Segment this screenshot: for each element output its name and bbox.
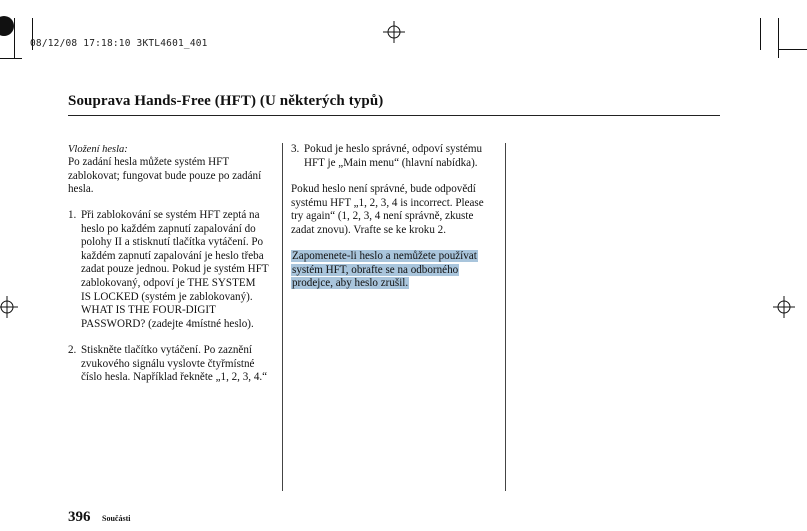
crop-mark-top-left-vertical: [14, 18, 15, 58]
list-item-line: Při zablokování se systém HFT zeptá na: [81, 209, 260, 221]
list-item-2: [68, 344, 278, 389]
paragraph-line: systému HFT „1, 2, 3, 4 is incorrect. Please: [291, 196, 484, 209]
list-item-line: IS LOCKED (systém je zablokovaný).: [81, 290, 253, 303]
crop-mark-top-right-horizontal: [778, 49, 807, 50]
list-item-line: číslo hesla. Například řekněte „1, 2, 3, 4.“: [81, 371, 268, 384]
page-number: 396: [68, 509, 91, 525]
column-divider-2: [505, 143, 506, 491]
highlighted-line: systém HFT, obrafte se na odborného: [292, 263, 459, 276]
list-item-line: HFT je „Main menu“ (hlavní nabídka).: [304, 156, 478, 169]
subheading-password: Vložení hesla:: [68, 144, 128, 155]
list-item-line: zablokovaný, odpoví je THE SYSTEM: [81, 276, 256, 289]
highlighted-line: Zapomenete-li heslo a nemůžete používat: [292, 250, 477, 262]
header-rule: [68, 115, 720, 116]
registration-crosshair-left-icon: [0, 296, 18, 318]
list-item-line: PASSWORD? (zadejte 4místné heslo).: [81, 317, 254, 330]
registration-crosshair-icon: [383, 21, 405, 43]
list-item-1: [68, 209, 278, 339]
list-item-line: WHAT IS THE FOUR-DIGIT: [81, 304, 216, 317]
paragraph-line: try again“ (1, 2, 3, 4 není správně, zkuste: [291, 210, 474, 223]
list-item-number: 1.: [68, 209, 77, 221]
paragraph-line: zadat znovu). Vrafte se ke kroku 2.: [291, 223, 446, 236]
list-item-line: každém zapnutí zapalování je heslo třeba: [81, 249, 264, 262]
list-item-line: Pokud je heslo správné, odpoví systému: [304, 143, 483, 155]
page-title: Souprava Hands-Free (HFT) (U některých typů): [68, 93, 384, 109]
list-item-line: polohy II a stisknutí tlačítka vytáčení. Po: [81, 236, 264, 249]
column-divider-1: [282, 143, 283, 491]
paragraph-forgot-password: [291, 250, 503, 291]
list-item-line: zadat pouze jednou. Pokud je systém HFT: [81, 263, 269, 276]
list-item-number: 3.: [291, 143, 300, 155]
print-slug: 08/12/08 17:18:10 3KTL4601_401: [30, 38, 208, 49]
list-item-number: 2.: [68, 344, 77, 356]
paragraph-incorrect-password: [291, 183, 503, 237]
registration-dot-icon: [0, 16, 14, 36]
intro-line-1: Po zadání hesla můžete systém HFT: [68, 156, 230, 168]
crop-mark-top-right-vertical-2: [778, 18, 779, 58]
list-item-3: [291, 143, 503, 173]
paragraph-line: Pokud heslo není správné, bude odpovědí: [291, 183, 476, 195]
section-label: Součásti: [102, 514, 131, 523]
list-item-line: Stiskněte tlačítko vytáčení. Po zaznění: [81, 344, 252, 356]
crop-mark-top-right-vertical: [760, 18, 761, 50]
registration-crosshair-right-icon: [773, 296, 795, 318]
highlighted-line: prodejce, aby heslo zrušil.: [292, 277, 409, 290]
list-item-line: zvukového signálu vyslovte čtyřmístné: [81, 357, 255, 370]
crop-mark-top-left-horizontal: [0, 58, 22, 59]
intro-line-3: hesla.: [68, 183, 94, 196]
intro-line-2: zablokovat; fungovat bude pouze po zadání: [68, 169, 262, 182]
list-item-line: heslo po každém zapnutí zapalování do: [81, 222, 256, 235]
